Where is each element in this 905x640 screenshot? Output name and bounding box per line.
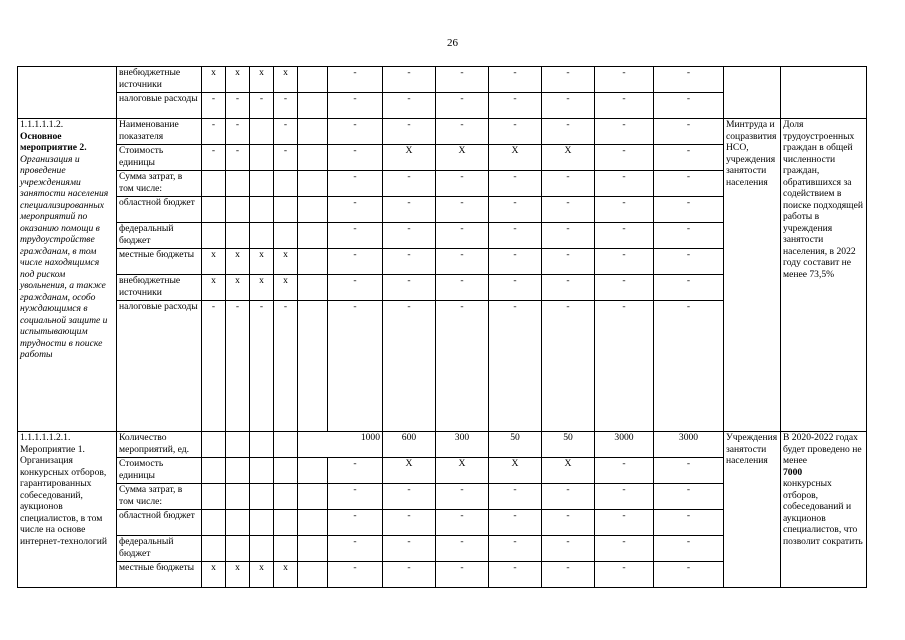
value-cell: -	[595, 171, 654, 197]
value-cell: -	[436, 301, 489, 432]
value-cell	[298, 275, 328, 301]
value-cell	[298, 93, 328, 119]
value-cell: -	[383, 484, 436, 510]
value-cell: -	[383, 197, 436, 223]
row-label: налоговые расходы	[117, 93, 202, 119]
value-cell: -	[542, 510, 595, 536]
value-cell: -	[654, 93, 724, 119]
value-cell: Х	[383, 145, 436, 171]
value-cell: -	[595, 197, 654, 223]
value-cell: -	[654, 510, 724, 536]
value-cell: -	[489, 93, 542, 119]
value-cell: -	[383, 536, 436, 562]
executor-cell	[724, 67, 781, 119]
value-cell: х	[202, 562, 226, 588]
executor-cell	[724, 432, 781, 588]
value-cell: -	[542, 562, 595, 588]
value-cell: -	[226, 93, 250, 119]
executor-cell	[724, 119, 781, 432]
value-cell	[202, 536, 226, 562]
value-cell: -	[595, 119, 654, 145]
value-cell: -	[654, 249, 724, 275]
value-cell: -	[328, 562, 383, 588]
value-cell: -	[654, 197, 724, 223]
row-label: местные бюджеты	[117, 562, 202, 588]
value-cell	[202, 458, 226, 484]
table-row	[18, 432, 867, 458]
value-cell: 50	[542, 432, 595, 458]
row-label: областной бюджет	[117, 510, 202, 536]
value-cell: -	[383, 119, 436, 145]
value-cell: Х	[436, 458, 489, 484]
value-cell	[298, 510, 328, 536]
value-cell: -	[328, 536, 383, 562]
value-cell: -	[328, 171, 383, 197]
value-cell: -	[654, 171, 724, 197]
value-cell	[298, 562, 328, 588]
value-cell	[298, 171, 328, 197]
value-cell: -	[595, 458, 654, 484]
value-cell: -	[328, 223, 383, 249]
value-cell	[274, 458, 298, 484]
value-cell	[274, 432, 298, 458]
value-cell	[274, 510, 298, 536]
value-cell	[250, 536, 274, 562]
value-cell: х	[250, 67, 274, 93]
value-cell	[202, 484, 226, 510]
value-cell: 50	[489, 432, 542, 458]
row-label: налоговые расходы	[117, 301, 202, 432]
value-cell: -	[383, 93, 436, 119]
value-cell	[250, 223, 274, 249]
value-cell: -	[383, 275, 436, 301]
value-cell: -	[595, 484, 654, 510]
value-cell	[298, 145, 328, 171]
value-cell	[226, 458, 250, 484]
value-cell	[298, 119, 328, 145]
value-cell: -	[542, 536, 595, 562]
row-label: Сумма затрат, в том числе:	[117, 171, 202, 197]
value-cell: -	[595, 249, 654, 275]
value-cell	[298, 301, 328, 432]
value-cell	[298, 249, 328, 275]
value-cell	[226, 484, 250, 510]
value-cell	[226, 197, 250, 223]
value-cell: -	[226, 301, 250, 432]
row-label: Наименование показателя	[117, 119, 202, 145]
result-text: В 2020-2022 годах будет проведено не менее	[783, 432, 862, 466]
value-cell: х	[226, 562, 250, 588]
value-cell: -	[436, 484, 489, 510]
value-cell: -	[328, 197, 383, 223]
value-cell: -	[654, 536, 724, 562]
value-cell: -	[542, 171, 595, 197]
value-cell: -	[226, 119, 250, 145]
value-cell: -	[654, 119, 724, 145]
value-cell: -	[654, 275, 724, 301]
value-cell: -	[595, 510, 654, 536]
row-label: федеральный бюджет	[117, 536, 202, 562]
executor-text: Минтруда и соцразвития НСО, учреждения занятости населения	[726, 119, 777, 188]
value-cell: 3000	[654, 432, 724, 458]
value-cell: Х	[542, 145, 595, 171]
value-cell	[250, 119, 274, 145]
value-cell	[202, 171, 226, 197]
value-cell: Х	[489, 145, 542, 171]
value-cell: 1000	[298, 432, 383, 458]
value-cell	[250, 171, 274, 197]
value-cell: -	[226, 145, 250, 171]
result-cell	[781, 119, 867, 432]
row-label: Стоимость единицы	[117, 145, 202, 171]
value-cell	[226, 510, 250, 536]
value-cell: -	[328, 67, 383, 93]
value-cell: -	[542, 119, 595, 145]
value-cell: -	[595, 145, 654, 171]
value-cell: Х	[542, 458, 595, 484]
table-body	[18, 67, 867, 588]
table-row	[18, 119, 867, 145]
value-cell: -	[436, 223, 489, 249]
value-cell: Х	[489, 458, 542, 484]
value-cell	[298, 67, 328, 93]
value-cell: -	[202, 93, 226, 119]
value-cell: -	[595, 275, 654, 301]
row-label: внебюджетные источники	[117, 67, 202, 93]
value-cell: х	[250, 562, 274, 588]
value-cell: -	[274, 145, 298, 171]
value-cell: Х	[383, 458, 436, 484]
value-cell	[202, 432, 226, 458]
main-event-2-cell	[18, 119, 117, 432]
event-description: Мероприятие 1. Организация конкурсных отборов, гарантированных собеседований, аукционов специалистов, в том числе на основе интернет-технологий	[20, 443, 108, 547]
result-text: Доля трудоустроенных граждан в общей численности граждан, обратившихся за содействием в поиске подходящей работы в учреждения занятости населения, в 2022 году составит не менее 73,5%	[783, 119, 863, 280]
value-cell: -	[436, 171, 489, 197]
value-cell: -	[595, 223, 654, 249]
value-cell	[226, 171, 250, 197]
value-cell: -	[383, 562, 436, 588]
row-label: Сумма затрат, в том числе:	[117, 484, 202, 510]
value-cell	[250, 484, 274, 510]
value-cell: -	[595, 562, 654, 588]
value-cell: х	[226, 67, 250, 93]
value-cell: -	[542, 484, 595, 510]
value-cell: -	[202, 301, 226, 432]
value-cell: х	[226, 249, 250, 275]
value-cell: 600	[383, 432, 436, 458]
value-cell: -	[654, 458, 724, 484]
result-cell	[781, 432, 867, 588]
value-cell: -	[436, 562, 489, 588]
value-cell: -	[250, 93, 274, 119]
value-cell	[298, 484, 328, 510]
value-cell: -	[328, 458, 383, 484]
value-cell	[298, 536, 328, 562]
result-text: конкурсных отборов, собеседований и аукционов специалистов, что позволит сократить	[783, 478, 863, 547]
result-cell	[781, 67, 867, 119]
row-label: внебюджетные источники	[117, 275, 202, 301]
value-cell: -	[489, 536, 542, 562]
value-cell: -	[328, 275, 383, 301]
value-cell: -	[436, 119, 489, 145]
result-number: 7000	[783, 466, 803, 478]
value-cell: -	[383, 249, 436, 275]
value-cell: х	[274, 249, 298, 275]
value-cell	[298, 223, 328, 249]
value-cell: -	[542, 67, 595, 93]
value-cell: -	[654, 145, 724, 171]
value-cell: -	[274, 93, 298, 119]
value-cell: -	[383, 223, 436, 249]
value-cell: х	[202, 67, 226, 93]
value-cell: -	[595, 301, 654, 432]
value-cell: -	[489, 223, 542, 249]
value-cell: -	[328, 249, 383, 275]
value-cell: 300	[436, 432, 489, 458]
value-cell: -	[595, 93, 654, 119]
value-cell: -	[489, 171, 542, 197]
value-cell: -	[489, 301, 542, 432]
value-cell: -	[489, 275, 542, 301]
value-cell: -	[328, 301, 383, 432]
value-cell: Х	[436, 145, 489, 171]
value-cell: -	[654, 67, 724, 93]
value-cell: -	[542, 249, 595, 275]
value-cell: х	[274, 562, 298, 588]
value-cell: -	[542, 223, 595, 249]
value-cell	[298, 458, 328, 484]
value-cell: х	[274, 67, 298, 93]
value-cell	[226, 536, 250, 562]
value-cell: -	[436, 93, 489, 119]
value-cell: -	[250, 301, 274, 432]
value-cell	[250, 458, 274, 484]
budget-table	[17, 66, 867, 588]
value-cell	[274, 171, 298, 197]
value-cell: -	[436, 67, 489, 93]
value-cell	[250, 145, 274, 171]
event-code: 1.1.1.1.1.2.	[20, 119, 64, 130]
value-cell: -	[542, 93, 595, 119]
value-cell: -	[654, 223, 724, 249]
value-cell: х	[202, 275, 226, 301]
value-cell: -	[489, 249, 542, 275]
value-cell: -	[436, 510, 489, 536]
value-cell	[226, 223, 250, 249]
value-cell	[226, 432, 250, 458]
value-cell: -	[542, 197, 595, 223]
value-cell: -	[436, 197, 489, 223]
value-cell: -	[489, 562, 542, 588]
value-cell: -	[489, 484, 542, 510]
value-cell: -	[383, 301, 436, 432]
value-cell: -	[654, 301, 724, 432]
row-label: Количество мероприятий, ед.	[117, 432, 202, 458]
row-label: Стоимость единицы	[117, 458, 202, 484]
value-cell: -	[654, 484, 724, 510]
value-cell	[250, 432, 274, 458]
value-cell: х	[250, 249, 274, 275]
value-cell: -	[274, 119, 298, 145]
value-cell: -	[202, 119, 226, 145]
value-cell: х	[250, 275, 274, 301]
value-cell	[250, 197, 274, 223]
value-cell: 3000	[595, 432, 654, 458]
value-cell	[274, 197, 298, 223]
value-cell	[274, 223, 298, 249]
value-cell: -	[328, 119, 383, 145]
value-cell: -	[383, 67, 436, 93]
value-cell: -	[202, 145, 226, 171]
event-code: 1.1.1.1.1.2.1.	[20, 432, 71, 443]
value-cell	[202, 223, 226, 249]
value-cell: -	[436, 275, 489, 301]
value-cell: -	[489, 119, 542, 145]
value-cell: -	[542, 275, 595, 301]
value-cell	[274, 536, 298, 562]
value-cell: -	[436, 249, 489, 275]
row-label: местные бюджеты	[117, 249, 202, 275]
value-cell: х	[274, 275, 298, 301]
value-cell: -	[383, 171, 436, 197]
value-cell: -	[436, 536, 489, 562]
event-description: Организация и проведение учреждениями занятости населения специализированных мероприятий по оказанию помощи в трудоустройстве гражданам, в том числе находящимся под риском увольнения, а также гражданам, особо нуждающимся в социальной защите и испытывающим трудности в поиске работы	[20, 153, 109, 360]
row-label: федеральный бюджет	[117, 223, 202, 249]
value-cell: -	[489, 197, 542, 223]
row-label: областной бюджет	[117, 197, 202, 223]
value-cell: х	[202, 249, 226, 275]
event-title: Основное мероприятие 2.	[20, 130, 87, 153]
value-cell	[274, 484, 298, 510]
value-cell: -	[654, 562, 724, 588]
continuation-cell	[18, 67, 117, 119]
page-number: 26	[447, 37, 458, 49]
value-cell: -	[489, 67, 542, 93]
executor-text: Учреждения занятости населения	[726, 432, 778, 466]
value-cell: -	[595, 67, 654, 93]
value-cell: -	[489, 510, 542, 536]
value-cell: -	[274, 301, 298, 432]
value-cell	[202, 197, 226, 223]
value-cell: -	[328, 510, 383, 536]
value-cell: -	[328, 145, 383, 171]
value-cell: -	[328, 484, 383, 510]
value-cell: -	[595, 536, 654, 562]
value-cell	[202, 510, 226, 536]
value-cell: -	[542, 301, 595, 432]
value-cell: -	[328, 93, 383, 119]
value-cell	[250, 510, 274, 536]
value-cell	[298, 197, 328, 223]
event-2-1-cell	[18, 432, 117, 588]
value-cell: -	[383, 510, 436, 536]
table-row	[18, 67, 867, 93]
value-cell: х	[226, 275, 250, 301]
